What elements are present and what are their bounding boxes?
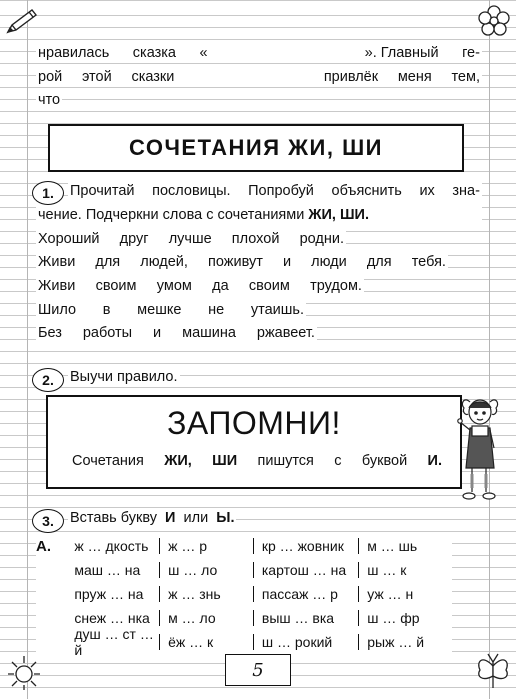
flower-icon	[476, 4, 512, 38]
text-word: ШИ	[212, 453, 238, 469]
grid-word: ж … знь	[159, 586, 253, 602]
butterfly-icon	[474, 650, 512, 694]
task-3-instruction	[68, 510, 236, 526]
text-word: мешке	[137, 302, 182, 318]
intro-word: меня	[397, 69, 432, 85]
text-word: родни.	[299, 231, 344, 247]
grid-word: снеж … нка	[74, 610, 150, 626]
instruction-word: зна-	[452, 183, 480, 199]
instruction-bold: ЖИ, ШИ.	[308, 207, 369, 223]
text-word: поживут	[208, 254, 263, 270]
task-2-instruction: Выучи правило.	[70, 369, 178, 385]
text-word: трудом.	[310, 278, 362, 294]
task-3-text: Вставь букву	[70, 510, 157, 526]
section-title: СОЧЕТАНИЯ ЖИ, ШИ	[48, 124, 464, 172]
girl-illustration	[456, 392, 502, 504]
instruction-word: Прочитай	[70, 183, 135, 199]
grid-word: пассаж … р	[253, 586, 358, 602]
grid-word: ж … р	[159, 538, 253, 554]
sun-icon	[4, 652, 44, 692]
text-word: своим	[95, 278, 137, 294]
margin-line-left	[27, 0, 28, 699]
grid-label: А.	[36, 537, 51, 555]
text-word	[231, 43, 341, 63]
grid-word: кр … жовник	[253, 538, 358, 554]
grid-word: м … шь	[358, 538, 452, 554]
rule-title: ЗАПОМНИ!	[167, 405, 341, 441]
grid-word: ёж … к	[159, 634, 253, 650]
text-word: утаишь.	[250, 302, 304, 318]
grid-word: ш … рокий	[253, 634, 358, 650]
instruction-text: чение. Подчеркни слова с сочетаниями	[38, 207, 305, 223]
text-word: умом	[156, 278, 192, 294]
proverb-3	[36, 276, 364, 296]
intro-line-1	[36, 43, 482, 63]
text-word: машина	[182, 325, 236, 341]
text-word: работы	[82, 325, 133, 341]
grid-word: рыж … й	[358, 634, 452, 650]
text-word: Живи	[38, 254, 76, 270]
intro-word: рой	[38, 69, 63, 85]
task-1-number: 1.	[32, 181, 64, 205]
text-word: людей,	[140, 254, 188, 270]
margin-line-right	[489, 0, 490, 699]
grid-word: маш … на	[74, 562, 141, 578]
intro-word: нравилась	[38, 45, 110, 61]
intro-word: привлёк	[323, 69, 379, 85]
rule-box	[46, 395, 462, 489]
grid-word: выш … вка	[253, 610, 358, 626]
text-word: Хороший	[38, 231, 100, 247]
word-grid	[36, 534, 452, 658]
text-word: да	[212, 278, 229, 294]
instruction-word: объяснить	[331, 183, 402, 199]
text-word: Без	[38, 325, 62, 341]
grid-word: ж … дкость	[74, 538, 149, 554]
text-word: друг	[119, 231, 149, 247]
grid-word: м … ло	[159, 610, 253, 626]
text-word: Сочетания	[72, 453, 144, 469]
instruction-word: Попробуй	[248, 183, 314, 199]
text-word: плохой	[231, 231, 280, 247]
text-word: тебя.	[411, 254, 446, 270]
grid-word: душ … ст … й	[74, 626, 154, 658]
text-word	[194, 67, 304, 87]
intro-line-3: что	[38, 92, 61, 108]
grid-word: картош … на	[253, 562, 358, 578]
letter-y: Ы.	[216, 510, 235, 526]
pencil-icon	[4, 6, 40, 36]
intro-word: «	[199, 45, 208, 61]
text-word: И.	[427, 453, 442, 469]
text-word: с	[334, 453, 342, 469]
text-word: Шило	[38, 302, 77, 318]
intro-word: ге-	[462, 45, 480, 61]
rule-text	[72, 453, 442, 469]
intro-word: ». Главный	[364, 45, 439, 61]
grid-word: ш … фр	[358, 610, 452, 626]
intro-word: тем,	[451, 69, 480, 85]
grid-word: ш … к	[358, 562, 452, 578]
task-3-number: 3.	[32, 509, 64, 533]
proverb-4	[36, 300, 306, 320]
intro-word: сказка	[132, 45, 176, 61]
instruction-word: пословицы.	[152, 183, 231, 199]
text-word: для	[366, 254, 392, 270]
instruction-word: их	[419, 183, 435, 199]
grid-word: пруж … на	[74, 586, 144, 602]
text-word: ржавеет.	[256, 325, 315, 341]
intro-word: этой	[81, 69, 112, 85]
text-word: и	[153, 325, 162, 341]
proverb-5	[36, 323, 317, 343]
task-2-number: 2.	[32, 368, 64, 392]
intro-line-2	[36, 67, 482, 87]
text-word: и	[282, 254, 292, 270]
proverb-1	[36, 229, 346, 249]
text-word: пишутся	[257, 453, 314, 469]
text-word: своим	[248, 278, 290, 294]
text-word: для	[95, 254, 121, 270]
grid-row	[36, 534, 452, 558]
text-word: не	[208, 302, 225, 318]
page-number: 5	[225, 654, 291, 686]
text-word: люди	[311, 254, 347, 270]
grid-word: ш … ло	[159, 562, 253, 578]
grid-row	[36, 558, 452, 582]
text-word: в	[102, 302, 111, 318]
intro-word: сказки	[131, 69, 175, 85]
grid-row	[36, 626, 452, 658]
text-word: Живи	[38, 278, 76, 294]
proverb-2	[36, 252, 448, 272]
task-3-or: или	[183, 510, 209, 526]
task-1-instruction-line-2	[36, 205, 482, 225]
text-word: ЖИ,	[164, 453, 192, 469]
letter-i: И	[165, 510, 176, 526]
task-1-instruction-line-1	[68, 181, 482, 201]
grid-row	[36, 582, 452, 606]
text-word: буквой	[361, 453, 408, 469]
text-word: лучше	[168, 231, 212, 247]
grid-word: уж … н	[358, 586, 452, 602]
